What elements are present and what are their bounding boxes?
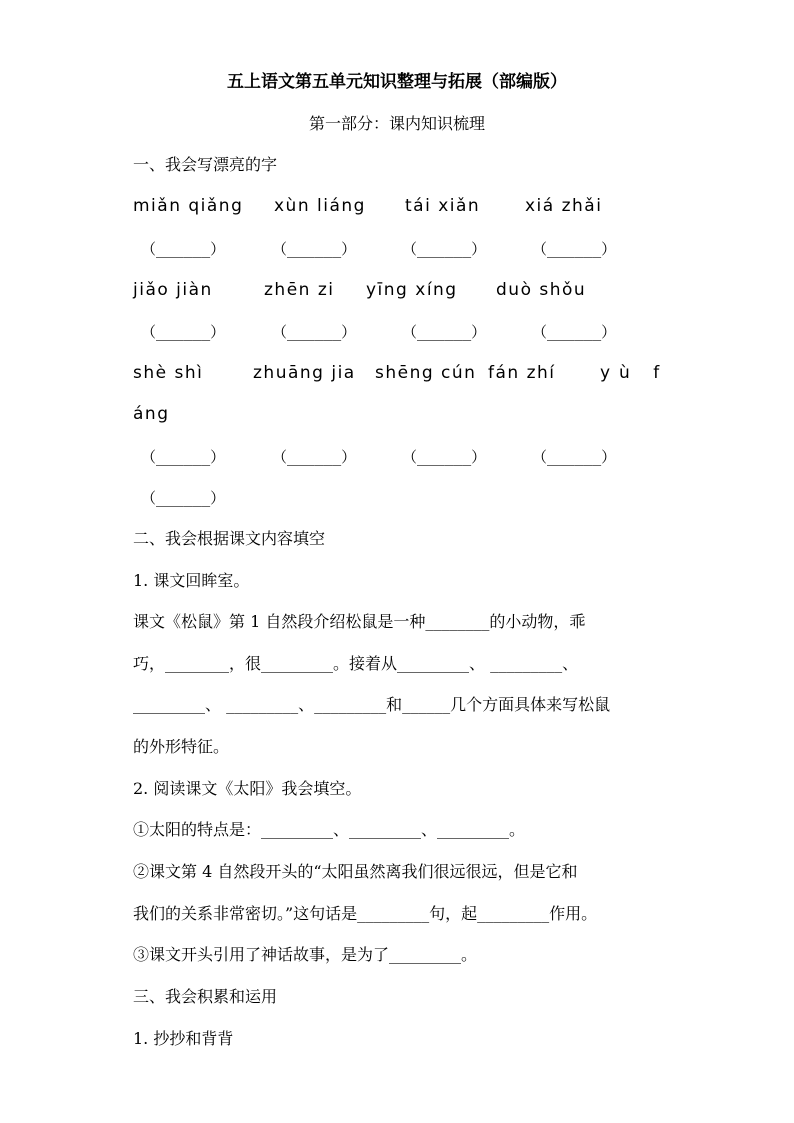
pinyin-item: xiá zhǎi — [525, 196, 603, 216]
question-line: _________、 _________、_________和______几个方面具体来写松鼠 — [133, 695, 611, 714]
question-line: 巧，________，很_________。接着从_________、 _________、 — [133, 654, 579, 673]
answer-blank[interactable]: （______） — [532, 448, 617, 466]
page-title: 五上语文第五单元知识整理与拓展（部编版） — [227, 72, 567, 92]
pinyin-item: yīng xíng — [366, 280, 458, 300]
question-line: 课文《松鼠》第 1 自然段介绍松鼠是一种________的小动物，乖 — [133, 612, 586, 631]
pinyin-item: fán zhí — [488, 363, 556, 383]
question-title: 2. 阅读课文《太阳》我会填空。 — [133, 779, 362, 798]
question-line: 我们的关系非常密切。”这句话是_________句，起_________作用。 — [133, 904, 598, 923]
answer-blank[interactable]: （______） — [532, 240, 617, 258]
answer-blank[interactable]: （______） — [272, 240, 357, 258]
section-3-heading: 三、我会积累和运用 — [133, 987, 278, 1006]
pinyin-item-wrap: áng — [133, 404, 170, 424]
pinyin-item: tái xiǎn — [405, 196, 481, 216]
pinyin-item: xùn liáng — [274, 196, 366, 216]
pinyin-item: jiǎo jiàn — [133, 280, 213, 300]
answer-blank[interactable]: （______） — [141, 323, 226, 341]
pinyin-item: yù f — [600, 363, 669, 383]
answer-blank[interactable]: （______） — [141, 240, 226, 258]
answer-blank[interactable]: （______） — [402, 240, 487, 258]
question-line: ③课文开头引用了神话故事，是为了_________。 — [133, 945, 478, 964]
section-2-heading: 二、我会根据课文内容填空 — [133, 529, 326, 548]
question-title: 1. 课文回眸室。 — [133, 571, 250, 590]
pinyin-item: zhuāng jia — [253, 363, 356, 383]
answer-blank[interactable]: （______） — [532, 323, 617, 341]
question-title: 1. 抄抄和背背 — [133, 1029, 234, 1048]
section-1-heading: 一、我会写漂亮的字 — [133, 155, 278, 174]
question-line: 的外形特征。 — [133, 737, 230, 756]
answer-blank[interactable]: （______） — [272, 448, 357, 466]
pinyin-item: duò shǒu — [496, 280, 587, 300]
pinyin-item: zhēn zi — [264, 280, 335, 300]
pinyin-item: shè shì — [133, 363, 204, 383]
answer-blank[interactable]: （______） — [141, 448, 226, 466]
page-subtitle: 第一部分：课内知识梳理 — [308, 114, 485, 133]
answer-blank[interactable]: （______） — [402, 323, 487, 341]
answer-blank[interactable]: （______） — [141, 489, 226, 507]
answer-blank[interactable]: （______） — [402, 448, 487, 466]
question-line: ①太阳的特点是：_________、_________、_________。 — [133, 820, 526, 839]
pinyin-item: miǎn qiǎng — [133, 196, 244, 216]
answer-blank[interactable]: （______） — [272, 323, 357, 341]
pinyin-item: shēng cún — [375, 363, 477, 383]
question-line: ②课文第 4 自然段开头的“太阳虽然离我们很远很远，但是它和 — [133, 862, 578, 881]
